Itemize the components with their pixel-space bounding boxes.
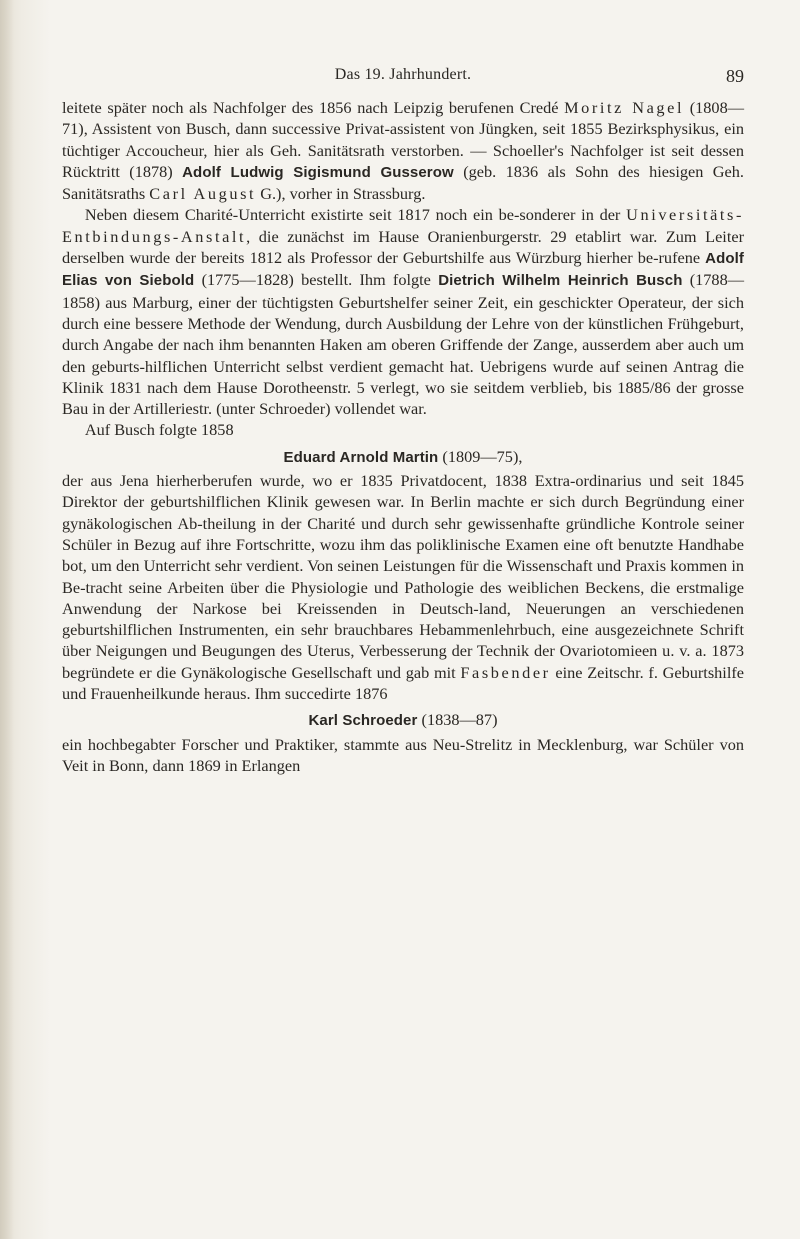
- paragraph-4: [62, 470, 744, 704]
- text-run: (geb. 1836 als Sohn des hiesigen Geh. Sanitätsraths: [62, 161, 744, 204]
- text-run: ein hochbegabter Forscher und Praktiker, stammte aus Neu-Strelitz in Mecklenburg, war Schüler von Veit in Bonn, dann 1869 in Erlangen: [62, 734, 744, 775]
- person-name-bold: Dietrich Wilhelm Heinrich Busch: [438, 272, 683, 290]
- heading-name: Eduard Arnold Martin: [283, 448, 439, 466]
- text-run: leitete später noch als Nachfolger des 1856 nach Leipzig berufenen Credé: [62, 98, 565, 117]
- person-name-bold: Adolf Ludwig Sigismund Gusserow: [182, 163, 454, 181]
- paragraph-3: [62, 419, 744, 440]
- paragraph-1: [62, 97, 744, 204]
- page-header: [62, 66, 744, 90]
- section-heading-martin: [62, 446, 744, 468]
- binding-shadow: [0, 0, 14, 1239]
- text-run: Auf Busch folgte 1858: [84, 420, 234, 440]
- person-name: Moritz Nagel: [564, 98, 685, 117]
- text-run: eine Zeitschr. f. Geburtshilfe und Frauenheilkunde heraus. Ihm succedirte 1876: [62, 662, 745, 704]
- person-name-bold: Adolf Elias von Siebold: [62, 250, 744, 290]
- heading-name: Karl Schroeder: [308, 712, 418, 730]
- heading-dates: (1809—75),: [438, 446, 523, 466]
- running-head: Das 19. Jahrhundert.: [334, 66, 472, 83]
- body-text: [62, 97, 744, 776]
- page-number: 89: [726, 66, 744, 86]
- text-run: , die zunächst im Hause Oranienburgerstr. 29 etablirt war. Zum Leiter derselben wurde der bereits 1812 als Professor der Geburtshilfe aus Würzburg hierher be-rufene: [62, 226, 744, 268]
- text-run: der aus Jena hierherberufen wurde, wo er 1835 Privatdocent, 1838 Extra-ordinarius und seit 1845 Direktor der geburtshilflichen Klinik gewesen war. In Berlin machte er sich durch Begründung einer gynäkologischen Ab-theilung in der Charité und durch sehr gewissenhafte gründliche Kontrole seiner Schüler in Bezug auf ihre Fortschritte, wozu ihm das poliklinische Examen eine oft benutzte Handhabe bot, um den Unterricht sehr verdient. Von seinen Leistungen für die Wissenschaft und Praxis kommen in Be-tracht seine Arbeiten über die Physiologie und Pathologie des weiblichen Beckens, die erstmalige Anwendung der Narkose bei Kreissenden in Deutsch-land, Neuerungen an verschiedenen geburtshilflichen Instrumenten, ein sehr brauchbares Hebammenlehrbuch, eine ausgezeichnete Schrift über Neigungen und Beugungen des Uterus, Verbesserung der Technik der Ovariotomieen u. v. a. 1873 begründete er die Gynäkologische Gesellschaft und gab mit: [62, 471, 744, 682]
- text-run: G.), vorher in Strassburg.: [256, 184, 426, 204]
- paragraph-2: [62, 204, 744, 419]
- text-run: Neben diesem Charité-Unterricht existirte seit 1817 noch ein be-sonderer in der: [84, 205, 627, 225]
- text-run: (1775—1828) bestellt. Ihm folgte: [194, 270, 439, 290]
- section-heading-schroeder: [62, 709, 744, 731]
- heading-dates: (1838—87): [417, 710, 498, 730]
- text-run: (1788—1858) aus Marburg, einer der tüchtigsten Geburtshelfer seiner Zeit, ein geschickter Operateur, der sich durch eine bessere Methode der Wendung, durch Ausbildung der Lehre von der künstlichen Frühgeburt, durch Angabe der nach ihm benannten Haken am oberen Griffende der Zange, ausserdem aber auch um den geburts-hilflichen Unterricht selbst verdient gemacht hat. Uebrigens wurde auf seinen Antrag die Klinik 1831 nach dem Hause Dorotheenstr. 5 verlegt, wo sie seitdem verblieb, bis 1885/86 der grosse Bau in der Artilleriestr. (unter Schroeder) vollendet war.: [62, 270, 744, 419]
- person-name: Fasbender: [460, 662, 551, 682]
- person-name: Carl August: [149, 184, 257, 204]
- text-run: (1808—71), Assistent von Busch, dann successive Privat-assistent von Jüngken, seit 1855 Bezirksphysikus, ein tüchtiger Accoucheur, hier als Geh. Sanitätsrath verstorben. — Schoeller's Nachfolger ist seit dessen Rücktritt (1878): [62, 98, 744, 181]
- paragraph-5: [62, 734, 744, 777]
- institution-name: Universitäts-Entbindungs-Anstalt: [62, 205, 744, 246]
